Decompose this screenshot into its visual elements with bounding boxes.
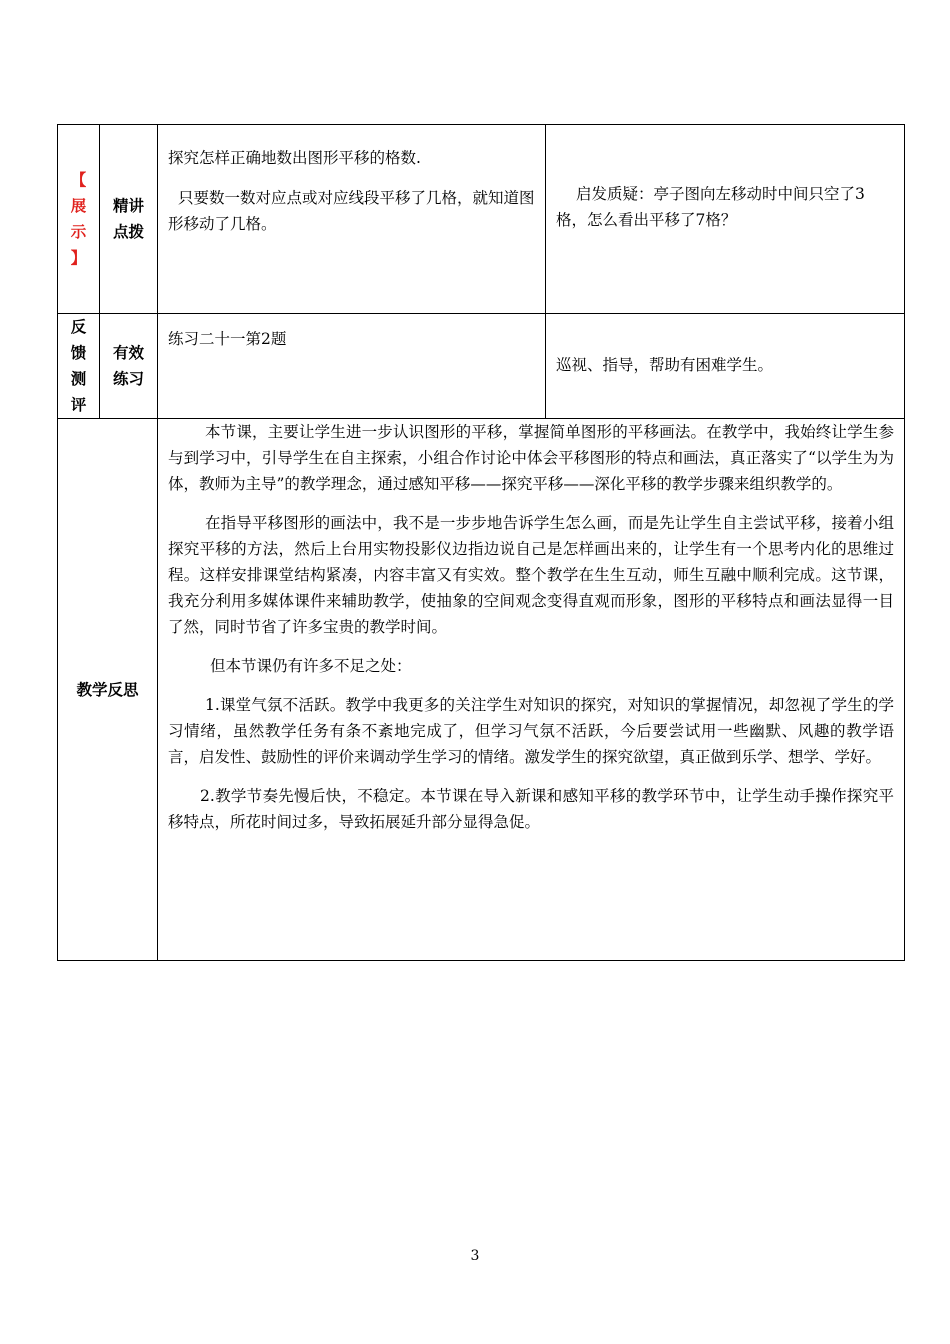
- content-line: 探究怎样正确地数出图形平移的格数.: [168, 149, 421, 167]
- table-row: [58, 314, 905, 419]
- stage-label-display: [58, 125, 100, 314]
- reflection-paragraph: 本节课，主要让学生进一步认识图形的平移，掌握简单图形的平移画法。在教学中，我始终让学生参与到学习中，引导学生在自主探索，小组合作讨论中体会平移图形的特点和画法，真正落实了“以学生为为体，教师为主导”的教学理念，通过感知平移——探究平移——深化平移的教学步骤来组织教学的。: [168, 423, 894, 493]
- teacher-activity-cell: [546, 125, 905, 314]
- teacher-activity-cell: [546, 314, 905, 419]
- stage-label-char: 示: [70, 223, 87, 241]
- stage-label-char: 【: [70, 171, 87, 189]
- teacher-activity-text: 巡视、指导，帮助有困难学生。: [556, 356, 774, 374]
- stage-label-char: 馈: [70, 344, 87, 362]
- reflection-paragraph: 2.教学节奏先慢后快，不稳定。本节课在导入新课和感知平移的教学环节中，让学生动手操作探究平移特点，所花时间过多，导致拓展延升部分显得急促。: [168, 787, 894, 831]
- reflection-paragraph: 1.课堂气氛不活跃。教学中我更多的关注学生对知识的探究，对知识的掌握情况，却忽视了学生的学习情绪，虽然教学任务有条不紊地完成了，但学习气氛不活跃，今后要尝试用一些幽默、风趣的教学语言，启发性、鼓励性的评价来调动学生学习的情绪。激发学生的探究欲望，真正做到乐学、想学、学好。: [168, 696, 894, 766]
- content-cell: [158, 314, 546, 419]
- lesson-plan-table: [57, 124, 905, 961]
- table-row: [58, 419, 905, 961]
- stage-label-char: 测: [70, 370, 87, 388]
- section-label-practice: [100, 314, 158, 419]
- section-label-line: 点拨: [112, 223, 144, 241]
- reflection-paragraph: 在指导平移图形的画法中，我不是一步步地告诉学生怎么画，而是先让学生自主尝试平移，接着小组探究平移的方法，然后上台用实物投影仪边指边说自己是怎样画出来的，让学生有一个思考内化的思维过程。这样安排课堂结构紧凑，内容丰富又有实效。整个教学在生生互动，师生互融中顺利完成。这节课，我充分利用多媒体课件来辅助教学，使抽象的空间观念变得直观而形象，图形的平移特点和画法显得一目了然，同时节省了许多宝贵的教学时间。: [168, 514, 894, 636]
- stage-label-char: 反: [70, 318, 87, 336]
- table-row: [58, 125, 905, 314]
- section-label-line: 精讲: [112, 197, 144, 215]
- section-label-line: 有效: [112, 344, 144, 362]
- reflection-paragraph: 但本节课仍有许多不足之处：: [210, 657, 412, 675]
- stage-label-char: 】: [70, 249, 87, 267]
- content-line: 只要数一数对应点或对应线段平移了几格，就知道图形移动了几格。: [168, 189, 535, 233]
- teacher-activity-text: 启发质疑：亭子图向左移动时中间只空了3格，怎么看出平移了7格？: [556, 185, 865, 229]
- reflection-label: 教学反思: [58, 419, 158, 961]
- content-cell: [158, 125, 546, 314]
- content-line: 练习二十一第2题: [168, 330, 287, 348]
- stage-label-feedback: [58, 314, 100, 419]
- reflection-cell: [158, 419, 905, 961]
- stage-label-char: 评: [70, 396, 87, 414]
- section-label-line: 练习: [112, 370, 144, 388]
- section-label-explain: [100, 125, 158, 314]
- stage-label-char: 展: [70, 197, 87, 215]
- page-number: 3: [470, 1248, 480, 1264]
